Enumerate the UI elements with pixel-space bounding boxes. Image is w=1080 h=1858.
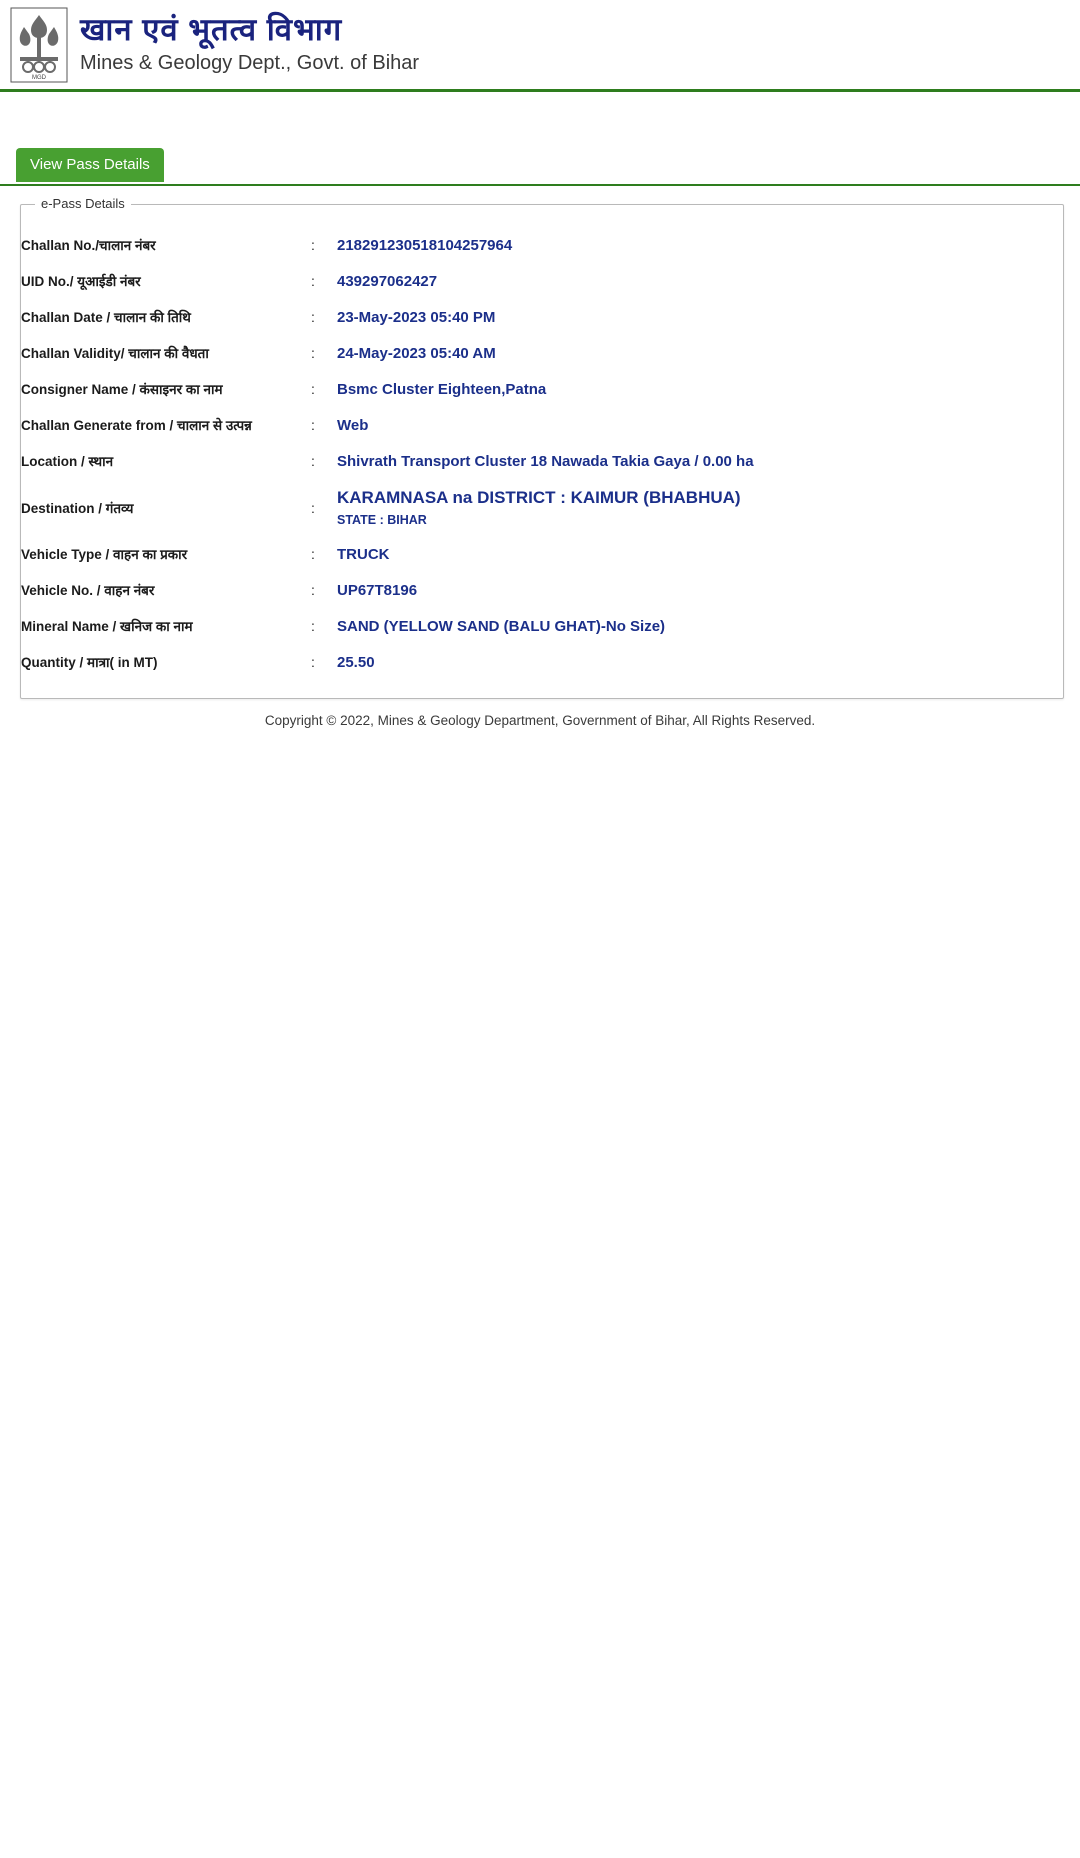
row-label-location: Location / स्थान [21, 454, 114, 469]
row-label-consigner-name: Consigner Name / कंसाइनर का नाम [21, 382, 223, 397]
epass-details-table [21, 227, 1063, 680]
header-title-english: Mines & Geology Dept., Govt. of Bihar [80, 51, 420, 74]
row-label-quantity: Quantity / मात्रा( in MT) [21, 655, 158, 670]
row-value-destination: KARAMNASA na DISTRICT : KAIMUR (BHABHUA) [337, 488, 741, 507]
table-row [21, 371, 1063, 407]
row-value-vehicle-no: UP67T8196 [337, 581, 418, 599]
row-separator: : [311, 417, 315, 433]
table-row [21, 407, 1063, 443]
header-title-hindi: खान एवं भूतत्व विभाग [80, 12, 343, 48]
row-value-location: Shivrath Transport Cluster 18 Nawada Takia Gaya / 0.00 ha [337, 452, 754, 470]
row-value-vehicle-type: TRUCK [337, 545, 390, 563]
row-label-uid-no: UID No./ यूआईडी नंबर [21, 274, 141, 289]
row-label-destination: Destination / गंतव्य [21, 500, 134, 516]
site-header [0, 0, 1080, 92]
row-label-challan-no: Challan No./चालान नंबर [21, 238, 156, 253]
row-separator: : [311, 453, 315, 469]
footer-copyright: Copyright © 2022, Mines & Geology Department, Government of Bihar, All Rights Reserved. [264, 713, 816, 728]
table-row [21, 443, 1063, 479]
row-value-destination-state: STATE : BIHAR [337, 513, 427, 527]
tab-view-pass-details[interactable]: View Pass Details [16, 148, 164, 182]
row-value-challan-validity: 24-May-2023 05:40 AM [337, 344, 496, 362]
row-separator: : [311, 309, 315, 325]
row-value-consigner-name: Bsmc Cluster Eighteen,Patna [337, 380, 547, 398]
epass-details-panel [20, 196, 1064, 699]
table-row [21, 608, 1063, 644]
row-value-challan-generate-from: Web [337, 416, 369, 434]
row-value-mineral-name: SAND (YELLOW SAND (BALU GHAT)-No Size) [337, 617, 666, 635]
table-row [21, 299, 1063, 335]
row-label-vehicle-type: Vehicle Type / वाहन का प्रकार [21, 547, 188, 562]
table-row [21, 263, 1063, 299]
table-row [21, 479, 1063, 536]
row-value-challan-date: 23-May-2023 05:40 PM [337, 308, 496, 326]
table-row [21, 335, 1063, 371]
row-value-uid-no: 439297062427 [337, 272, 438, 290]
row-label-challan-validity: Challan Validity/ चालान की वैधता [21, 346, 209, 361]
row-separator: : [311, 582, 315, 598]
svg-text:MGD: MGD [32, 74, 46, 81]
table-row [21, 536, 1063, 572]
row-separator: : [311, 546, 315, 562]
row-separator: : [311, 654, 315, 670]
row-label-challan-date: Challan Date / चालान की तिथि [21, 310, 191, 325]
row-separator: : [311, 618, 315, 634]
row-label-challan-generate-from: Challan Generate from / चालान से उत्पन्न [21, 418, 252, 433]
tab-strip [0, 148, 1080, 186]
panel-legend: e-Pass Details [35, 196, 131, 211]
table-row [21, 227, 1063, 263]
row-separator: : [311, 237, 315, 253]
row-separator: : [311, 345, 315, 361]
table-row [21, 644, 1063, 680]
row-label-vehicle-no: Vehicle No. / वाहन नंबर [21, 583, 155, 598]
bihar-emblem-icon [10, 7, 68, 83]
row-value-challan-no: 218291230518104257964 [337, 236, 513, 254]
row-value-quantity: 25.50 [337, 653, 375, 671]
row-value-destination-cell [337, 479, 1063, 536]
table-row [21, 572, 1063, 608]
row-separator: : [311, 273, 315, 289]
row-separator: : [311, 499, 315, 516]
row-separator: : [311, 381, 315, 397]
page-blank-area [0, 738, 1080, 1858]
row-label-mineral-name: Mineral Name / खनिज का नाम [21, 619, 193, 634]
